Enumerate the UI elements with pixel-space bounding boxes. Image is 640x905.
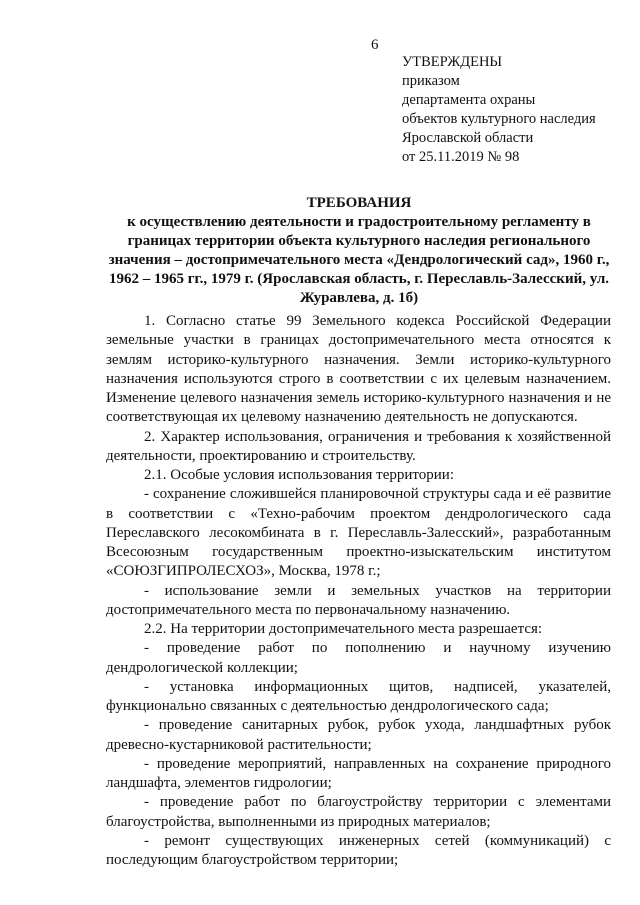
paragraph: 1. Согласно статье 99 Земельного кодекса Российской Федерации земельные участки в границах достопримечательного места относятся к землям историко-культурного назначения. Земли историко-культурного назначения используются строго в соответствии с их целевым назначением. Изменение целевого назначения земель историко-культурного назначения и не соответствующая их целевому назначению деятельность не допускаются.	[106, 313, 611, 426]
page-number: 6	[371, 37, 379, 53]
paragraph: 2. Характер использования, ограничения и требования к хозяйственной деятельности, проектированию и строительству.	[106, 428, 611, 464]
paragraph: - проведение работ по благоустройству территории с элементами благоустройства, выполненными из природных материалов;	[106, 794, 611, 830]
approval-line: объектов культурного наследия	[402, 111, 596, 127]
paragraph: - ремонт существующих инженерных сетей (коммуникаций) с последующим благоустройством территории;	[106, 832, 611, 868]
title-subtitle: к осуществлению деятельности и градостроительному регламенту в границах территории объекта культурного наследия регионального значения – достопримечательного места «Дендрологический сад», 1960 г., 1962 – 1965 гг., 1979 г. (Ярославская область, г. Переславль-Залесский, ул. Журавлева, д. 1б)	[108, 214, 610, 306]
approval-line: приказом	[402, 73, 460, 89]
paragraph: - сохранение сложившейся планировочной структуры сада и её развитие в соответствии с «Техно-рабочим проектом дендрологического сада Переславского лесокомбината в г. Переславль-Залесский», разработанным Всесоюзным государственным проектно-изыскательским институтом «СОЮЗГИПРОЛЕСХОЗ», Москва, 1978 г.;	[106, 486, 611, 580]
document-title	[100, 194, 618, 308]
paragraph: - установка информационных щитов, надписей, указателей, функционально связанных с деятельностью дендрологического сада;	[106, 678, 611, 714]
title-main: ТРЕБОВАНИЯ	[306, 195, 412, 211]
approval-line: УТВЕРЖДЕНЫ	[402, 54, 503, 70]
paragraph: 2.2. На территории достопримечательного места разрешается:	[144, 621, 543, 637]
document-body	[106, 312, 611, 870]
paragraph: - проведение мероприятий, направленных на сохранение природного ландшафта, элементов гидрологии;	[106, 755, 611, 791]
paragraph: - использование земли и земельных участков на территории достопримечательного места по первоначальному назначению.	[106, 582, 611, 618]
approval-line: департамента охраны	[402, 92, 536, 108]
approval-line: от 25.11.2019 № 98	[402, 149, 520, 165]
paragraph: - проведение работ по пополнению и научному изучению дендрологической коллекции;	[106, 640, 611, 676]
approval-line: Ярославской области	[402, 130, 534, 146]
approval-stamp	[402, 53, 596, 167]
paragraph: - проведение санитарных рубок, рубок ухода, ландшафтных рубок древесно-кустарниковой растительности;	[106, 717, 611, 753]
paragraph: 2.1. Особые условия использования территории:	[144, 467, 455, 483]
